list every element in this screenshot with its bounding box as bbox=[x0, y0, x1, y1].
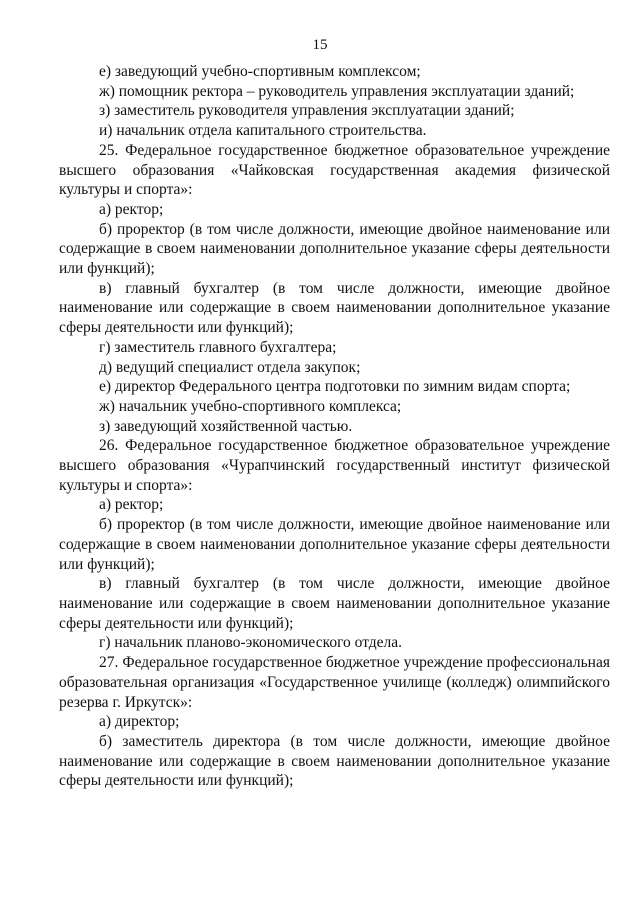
section-27-heading: 27. Федеральное государственное бюджетное учреждение профессиональная образовательная организация «Государственное училище (колледж) олимпийского резерва г. Иркутск»: bbox=[59, 654, 610, 711]
section-26-item-a: а) ректор; bbox=[99, 496, 164, 514]
section-25-item-d: д) ведущий специалист отдела закупок; bbox=[99, 358, 361, 376]
list-item-i: и) начальник отдела капитального строительства. bbox=[99, 122, 427, 140]
document-body bbox=[59, 62, 610, 791]
section-26-item-b: б) проректор (в том числе должности, имеющие двойное наименование или содержащие в своем наименовании дополнительное указание сферы деятельности или функций); bbox=[59, 516, 610, 573]
section-25-item-e: е) директор Федерального центра подготовки по зимним видам спорта; bbox=[99, 378, 571, 396]
list-item-zh: ж) помощник ректора – руководитель управления эксплуатации зданий; bbox=[99, 82, 575, 100]
section-25-item-g: г) заместитель главного бухгалтера; bbox=[99, 338, 337, 356]
section-27-item-a: а) директор; bbox=[99, 713, 180, 731]
section-25-item-zh: ж) начальник учебно-спортивного комплекса; bbox=[99, 397, 402, 415]
section-25-heading: 25. Федеральное государственное бюджетное образовательное учреждение высшего образования «Чайковская государственная академия физической культуры и спорта»: bbox=[59, 141, 610, 199]
section-26-item-v: в) главный бухгалтер (в том числе должности, имеющие двойное наименование или содержащие в своем наименовании дополнительное указание сферы деятельности или функций); bbox=[59, 575, 610, 632]
section-27-item-b: б) заместитель директора (в том числе должности, имеющие двойное наименование или содержащие в своем наименовании дополнительное указание сферы деятельности или функций); bbox=[59, 732, 610, 790]
list-item-e: е) заведующий учебно-спортивным комплексом; bbox=[99, 63, 421, 80]
page-number: 15 bbox=[312, 37, 328, 53]
section-25-item-a: а) ректор; bbox=[99, 200, 164, 218]
section-26-heading: 26. Федеральное государственное бюджетное образовательное учреждение высшего образования «Чурапчинский государственный институт физической культуры и спорта»: bbox=[59, 437, 610, 494]
section-25-item-b: б) проректор (в том числе должности, имеющие двойное наименование или содержащие в своем наименовании дополнительное указание сферы деятельности или функций); bbox=[59, 220, 610, 278]
section-26-item-g: г) начальник планово-экономического отдела. bbox=[99, 634, 403, 652]
list-item-z: з) заместитель руководителя управления эксплуатации зданий; bbox=[99, 102, 515, 120]
section-25-item-z: з) заведующий хозяйственной частью. bbox=[99, 417, 353, 435]
section-25-item-v: в) главный бухгалтер (в том числе должности, имеющие двойное наименование или содержащие в своем наименовании дополнительное указание сферы деятельности или функций); bbox=[59, 279, 610, 337]
